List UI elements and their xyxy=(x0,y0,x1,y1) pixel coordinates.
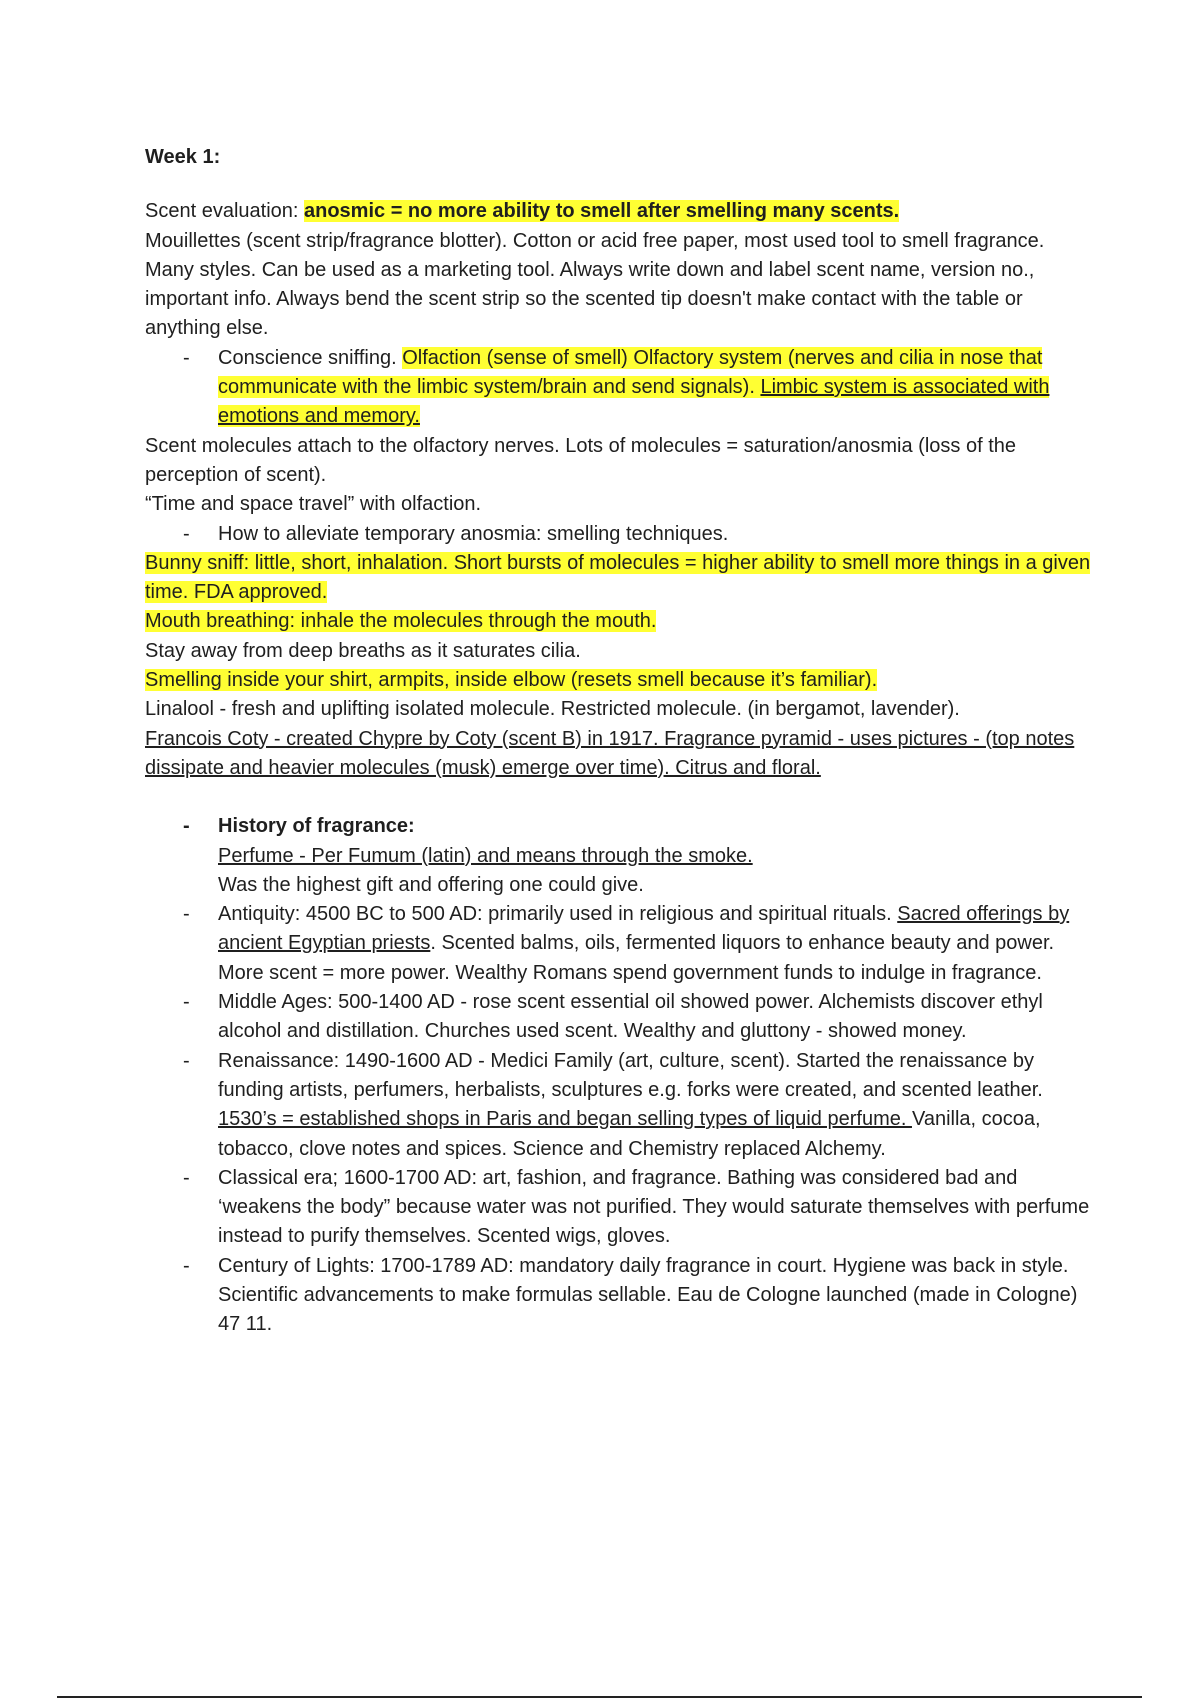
smelling-inside-highlight: Smelling inside your shirt, armpits, inside elbow (resets smell because it’s familiar). xyxy=(145,669,878,692)
list-item xyxy=(145,520,1095,549)
bunny-sniff-highlight: Bunny sniff: little, short, inhalation. Short bursts of molecules = higher ability to smell more things in a given time. FDA approved. xyxy=(145,551,1091,604)
list-item xyxy=(145,1047,1095,1164)
scent-molecules-paragraph: Scent molecules attach to the olfactory nerves. Lots of molecules = saturation/anosmia (loss of the perception of scent). xyxy=(145,434,1017,486)
bullet-dash: - xyxy=(183,346,190,369)
bullet-dash: - xyxy=(183,991,190,1014)
list-item xyxy=(145,988,1095,1047)
coty-paragraph xyxy=(145,725,1095,784)
century-of-lights-text: Century of Lights: 1700-1789 AD: mandatory daily fragrance in court. Hygiene was back in style. Scientific advancements to make formulas sellable. Eau de Cologne launched (made in Cologne) 47 11. xyxy=(218,1254,1078,1336)
coty-underlined: Francois Coty - created Chypre by Coty (scent B) in 1917. Fragrance pyramid - uses pictures - (top notes dissipate and heavier molecules (musk) emerge over time). Citrus and floral. xyxy=(145,727,1075,779)
spacer xyxy=(145,783,1095,812)
conscience-sniffing-text: Conscience sniffing. xyxy=(218,346,403,369)
bullet-dash: - xyxy=(183,1166,190,1189)
document-page xyxy=(145,143,1095,1340)
bullet-dash: - xyxy=(183,815,190,838)
deep-breaths-paragraph: Stay away from deep breaths as it saturates cilia. xyxy=(145,639,581,662)
mouillettes-paragraph: Mouillettes (scent strip/fragrance blotter). Cotton or acid free paper, most used tool to smell fragrance. Many styles. Can be used as a marketing tool. Always write down and label scent name, version no., important info. Always bend the scent strip so the scented tip doesn't make contact with the table or anything else. xyxy=(145,229,1045,340)
classical-era-text: Classical era; 1600-1700 AD: art, fashion, and fragrance. Bathing was considered bad and ‘weakens the body” because water was not purified. They would saturate themselves with perfume instead to purify themselves. Scented wigs, gloves. xyxy=(218,1166,1090,1248)
page-title: Week 1: xyxy=(145,146,221,168)
bottom-rule xyxy=(57,1696,1142,1698)
history-heading: History of fragrance: xyxy=(218,815,415,838)
renaissance-text-cont: Vanilla, cocoa, tobacco, clove notes and spices. Science and Chemistry replaced Alchemy. xyxy=(218,1108,1041,1160)
highest-gift-text: Was the highest gift and offering one could give. xyxy=(218,873,644,896)
antiquity-text-cont: . Scented balms, oils, fermented liquors to enhance beauty and power. More scent = more power. Wealthy Romans spend government funds to indulge in fragrance. xyxy=(218,932,1055,984)
list-item xyxy=(145,900,1095,988)
bullet-dash: - xyxy=(183,1254,190,1277)
anosmic-definition: anosmic = no more ability to smell after smelling many scents. xyxy=(304,200,900,223)
bullet-dash: - xyxy=(183,522,190,545)
scent-evaluation-paragraph xyxy=(145,197,1095,226)
sacred-offerings-note: Sacred offerings by ancient Egyptian priests xyxy=(218,903,1070,955)
renaissance-text: Renaissance: 1490-1600 AD - Medici Family (art, culture, scent). Started the renaissance by funding artists, perfumers, herbalists, sculptures e.g. forks were created, and scented leather. xyxy=(218,1049,1043,1101)
perfume-etymology: Perfume - Per Fumum (latin) and means through the smoke. xyxy=(218,844,753,867)
bunny-sniff-paragraph xyxy=(145,549,1095,608)
list-item xyxy=(145,812,1095,900)
time-travel-paragraph: “Time and space travel” with olfaction. xyxy=(145,493,482,516)
mouth-breathing-highlight: Mouth breathing: inhale the molecules through the mouth. xyxy=(145,610,657,633)
bullet-dash: - xyxy=(183,1049,190,1072)
paris-shops-note: 1530’s = established shops in Paris and began selling types of liquid perfume. xyxy=(218,1108,912,1131)
list-item xyxy=(145,344,1095,432)
smelling-inside-paragraph xyxy=(145,666,1095,695)
mouth-breathing-paragraph xyxy=(145,607,1095,636)
list-item xyxy=(145,1252,1095,1340)
middle-ages-text: Middle Ages: 500-1400 AD - rose scent essential oil showed power. Alchemists discover ethyl alcohol and distillation. Churches used scent. Wealthy and gluttony - showed money. xyxy=(218,991,1043,1043)
olfaction-highlight: Olfaction (sense of smell) Olfactory system (nerves and cilia in nose that communicate with the limbic system/brain and send signals). xyxy=(218,346,1043,399)
list-item xyxy=(145,1164,1095,1252)
antiquity-text: Antiquity: 4500 BC to 500 AD: primarily used in religious and spiritual rituals. xyxy=(218,903,898,926)
scent-evaluation-label: Scent evaluation: xyxy=(145,200,304,223)
anosmia-techniques-text: How to alleviate temporary anosmia: smelling techniques. xyxy=(218,522,729,545)
linalool-paragraph: Linalool - fresh and uplifting isolated molecule. Restricted molecule. (in bergamot, lavender). xyxy=(145,698,960,721)
bullet-dash: - xyxy=(183,903,190,926)
limbic-system-note: Limbic system is associated with emotions and memory. xyxy=(218,376,1050,428)
